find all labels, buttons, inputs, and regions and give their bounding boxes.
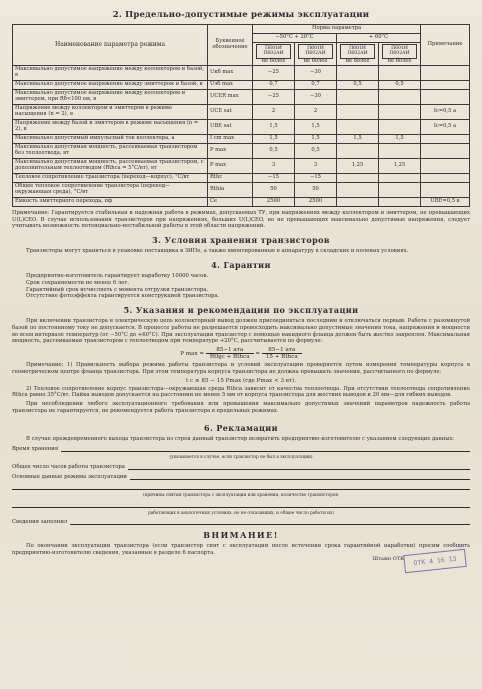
param-value: −25	[253, 90, 295, 105]
param-value: 1,5	[379, 135, 421, 144]
table-row	[13, 144, 470, 159]
param-value: 3	[295, 159, 337, 174]
param-value: 50	[295, 183, 337, 198]
param-value: 1,5	[253, 135, 295, 144]
param-value: −25	[253, 66, 295, 81]
param-symbol: I cm max	[208, 135, 253, 144]
param-value: 0,5	[379, 81, 421, 90]
param-note	[421, 183, 470, 198]
param-name: Максимально допустимый импульсный ток коллектора, а	[13, 135, 208, 144]
param-value: 0,7	[295, 81, 337, 90]
param-value: 1,5	[295, 120, 337, 135]
param-value: 2	[295, 105, 337, 120]
param-note	[421, 135, 470, 144]
param-note	[421, 159, 470, 174]
col-header-temp1: −50°C + 20°C	[253, 33, 337, 42]
blank-line	[12, 501, 470, 508]
param-value	[337, 105, 379, 120]
col-header-type2: П601И П602АИ не более	[295, 42, 337, 66]
param-value: 0,5	[295, 144, 337, 159]
param-name: Общее тепловое сопротивление транзистора (переход—окружающая среда), °C/вт	[13, 183, 208, 198]
param-value	[379, 105, 421, 120]
param-symbol: UBE sat	[208, 120, 253, 135]
analog-hint: работающих в аналогичных условиях, но не отказавших, и общее число работы их)	[148, 509, 334, 515]
param-name: Максимально допустимая мощность, рассеиваемая транзистором, с дополнительным теплоотводом (Rthca = 5°C/вт), вт	[13, 159, 208, 174]
param-note	[421, 174, 470, 183]
param-value	[337, 90, 379, 105]
param-value: 1,5	[337, 135, 379, 144]
power-formula: P max = $\frac{\text{85−1 ата}}{\text{Rthjc + Rthca}}$ = $\frac{\text{85−1 ата}}{\text{15 + Rthca}}$	[12, 347, 470, 360]
table-row	[13, 90, 470, 105]
section2-title: 2. Предельно-допустимые режимы эксплуатации	[112, 10, 370, 20]
param-value: −15	[253, 174, 295, 183]
reasons-hint: (причины снятия транзистора с эксплуатации или хранения, количество транзисторов,	[142, 492, 340, 498]
param-symbol: Uкб max	[208, 66, 253, 81]
table-row	[13, 135, 470, 144]
param-value: 1,5	[295, 135, 337, 144]
section5-paragraph1: При включении транзистора в электрическую цепь коллекторный вывод должен присоединяться последним и отключаться первым. Работа с разомкнутой базой по постоянному току не допускается. В процессе работы не разрешается превосходить максимально допустимые значения тока, напряжения и мощности во всем интервале температур (от −50°C до +60°C). При эксплуатации транзистор с помощью накидного фланца должен быть жестко закреплен. Максимальная мощность, рассеиваемая транзистором с теплоотводом при температуре +20°C, рассчитывается по формуле:	[12, 318, 470, 345]
col-header-norm: Норма параметра	[253, 25, 421, 34]
blank-line	[12, 483, 470, 490]
param-symbol: Rthia	[208, 183, 253, 198]
storage-time-hint: (указывается в случае, если транзистор не был в эксплуатации)	[169, 454, 313, 460]
param-value	[337, 197, 379, 206]
param-value: −30	[295, 66, 337, 81]
col-header-type4: П601И П602АИ не более	[379, 42, 421, 66]
param-value: 0,5	[337, 81, 379, 90]
param-symbol: Ce	[208, 197, 253, 206]
param-value	[379, 183, 421, 198]
param-symbol: P max	[208, 159, 253, 174]
param-note	[421, 90, 470, 105]
param-value	[337, 120, 379, 135]
param-name: Тепловое сопротивление транзистора (переход—корпус), °C/вт	[13, 174, 208, 183]
param-symbol: Rthc	[208, 174, 253, 183]
case-temp-formula: t с ≤ 85 − 15 Pmax (где Pmax < 3 вт).	[186, 377, 296, 384]
param-name: Максимально допустимое напряжение между эмиттером и базой, в	[13, 81, 208, 90]
guarantee-line: Гарантийный срок исчисляеть с момента отгрузки транзистора.	[26, 286, 209, 293]
otk-stamp: ОТК 4 16 13	[403, 549, 467, 573]
filled-by-field: Сведения заполнил	[12, 518, 470, 525]
param-name: Максимально допустимое напряжение между коллектором и эмиттером, при Rб<100 ом, в	[13, 90, 208, 105]
param-symbol: UCE sat	[208, 105, 253, 120]
parameters-table	[12, 24, 470, 207]
param-symbol: P max	[208, 144, 253, 159]
section6-intro: В случае преждевременного выхода транзистора из строя данный транзистор возвратить предприятию-изготовителю с указанием следующих данных:	[26, 435, 455, 442]
param-value	[379, 197, 421, 206]
param-value: 1,25	[379, 159, 421, 174]
param-value: 2	[253, 105, 295, 120]
table-row	[13, 66, 470, 81]
param-value: 2500	[295, 197, 337, 206]
section6-title: 6. Рекламации	[204, 422, 278, 433]
table-row	[13, 105, 470, 120]
param-value	[379, 144, 421, 159]
table-row	[13, 183, 470, 198]
col-header-note: Примечание	[421, 25, 470, 66]
param-value: 3	[253, 159, 295, 174]
param-name: Напряжение между коллектором и эмиттером в режиме насыщения (n = 2), в	[13, 105, 208, 120]
operating-mode-field: Основные данные режима эксплуатации	[12, 473, 470, 480]
section4-title: 4. Гарантии	[211, 259, 271, 270]
attention-title: ВНИМАНИЕ!	[203, 530, 279, 541]
table-row	[13, 120, 470, 135]
param-value: 50	[253, 183, 295, 198]
param-value: 1,25	[337, 159, 379, 174]
table-row	[13, 197, 470, 206]
guarantee-line: Предприятие-изготовитель гарантирует наработку 10000 часов.	[26, 272, 208, 279]
param-value	[337, 144, 379, 159]
col-header-type1: П601И П602АИ не более	[253, 42, 295, 66]
stamp-label: Штамп ОТК	[372, 556, 404, 562]
section5-title: 5. Указания и рекомендации по эксплуатации	[123, 305, 359, 316]
guarantee-line: Отсутствие фотоэффекта гарантируется конструкцией транзистора.	[26, 293, 220, 300]
section5-note1: Примечание: 1) Правильность выбора режима работы транзистора и условий эксплуатации проверяется путем измерения температуры корпуса в геометрическом центре фланца транзистора. При этом температура корпуса транзистора не должна превышать значения, рассчитанного по формуле:	[12, 362, 470, 375]
param-name: Напряжение между базой и эмиттером в режиме насыщения (n = 2), в	[13, 120, 208, 135]
param-value: 0,5	[253, 144, 295, 159]
table-row	[13, 159, 470, 174]
col-header-name: Наименование параметра режима	[13, 25, 208, 66]
param-note: UBE=0,5 в	[421, 197, 470, 206]
param-value	[379, 174, 421, 183]
param-value	[379, 120, 421, 135]
section3-title: 3. Условия хранения транзисторов	[152, 235, 330, 246]
table-row	[13, 81, 470, 90]
param-note: Iс=0,5 а	[421, 120, 470, 135]
table-row	[13, 174, 470, 183]
guarantee-line: Срок сохраняемости не менее 6 лет.	[26, 279, 129, 286]
col-header-temp2: + 60°C	[337, 33, 421, 42]
param-value: −30	[295, 90, 337, 105]
param-note: Iс=0,5 а	[421, 105, 470, 120]
param-value: −15	[295, 174, 337, 183]
param-note	[421, 81, 470, 90]
param-name: Максимально допустимое напряжение между коллектором и базой, в	[13, 66, 208, 81]
param-value: 2500	[253, 197, 295, 206]
operating-hours-field: Общее число часов работы транзистора	[12, 463, 470, 470]
storage-time-field: Время хранения	[12, 445, 470, 452]
param-symbol: Uэб max	[208, 81, 253, 90]
param-note	[421, 66, 470, 81]
param-value	[337, 174, 379, 183]
param-name: Максимально допустимая мощность, рассеиваемая транзистором без теплоотвода, вт	[13, 144, 208, 159]
section5-note2: 2) Тепловое сопротивление корпус транзистора—окружающая среда Rthca зависит от качества теплоотвода. При отсутствии теплоотвода сопротивление Rthca равно 35°C/вт. Пайка выводов допускается на расстоянии не менее 5 мм от корпуса транзистора для жестких выводов и 20 мм—для гибких выводов.	[12, 385, 470, 399]
section5-warning: При несоблюдении любого эксплуатационного требования или превышения максимально допустимых значений параметров надежность работы транзистора не гарантируется, не рекомендуется работа транзистора в предельных режимах.	[12, 401, 470, 414]
param-name: Емкость эмиттерного перехода, пф	[13, 197, 208, 206]
col-header-symbol: Буквенное обозначение	[208, 25, 253, 66]
attention-text: По окончании эксплуатации транзистора (если транзистор снят с эксплуатации после истечения срока гарантийной наработки) просим сообщить предприятию-изготовителю сведения, указанные в разделе 6 паспорта.	[12, 543, 470, 557]
section3-text: Транзисторы могут храниться в упаковке поставщика в ЗИПе, а также вмонтированные в аппаратуру в складских и полевых условиях.	[26, 248, 409, 255]
param-value: 0,7	[253, 81, 295, 90]
param-value	[337, 66, 379, 81]
col-header-type3: П601И П602АИ не более	[337, 42, 379, 66]
param-symbol: UCER max	[208, 90, 253, 105]
param-value	[379, 66, 421, 81]
param-value	[337, 183, 379, 198]
param-value	[379, 90, 421, 105]
param-value: 1,5	[253, 120, 295, 135]
param-note	[421, 144, 470, 159]
section2-note: Примечание: Гарантируется стабильная и надежная работа в режимах, допускаемых ТУ, при напряжениях между коллектором и эмиттером, не превышающих U(L)CEO. В случае использования транзисторов при напряжениях, больших U(L)CEO, но не превышающих максимально допустимые напряжения, следует учитывать возможность потенциально-нестабильной работы в этой области напряжений.	[12, 209, 470, 230]
